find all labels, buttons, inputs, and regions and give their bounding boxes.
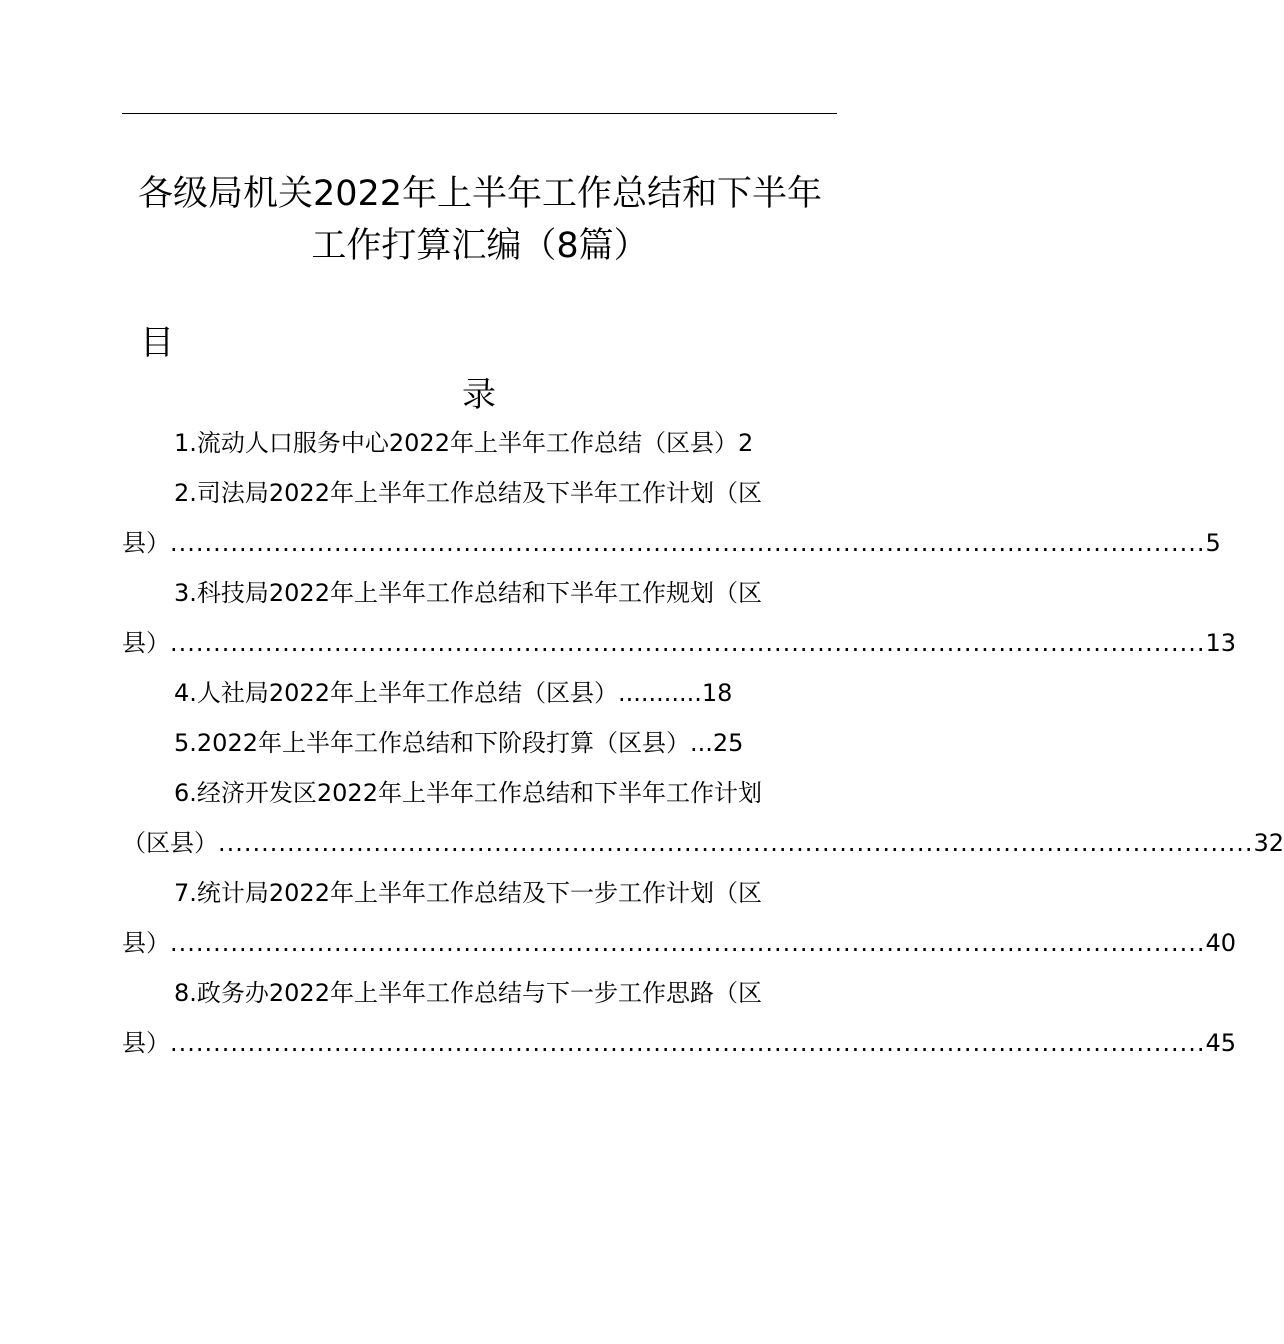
toc-entry-page: 40 [1205,929,1237,957]
dot-leader: ........................................................................................................................ [170,529,1206,557]
toc-entry-page: 32 [1253,829,1284,857]
title-line-2: 工作打算汇编（8篇） [311,226,649,266]
toc-entry-title-cont: 县） [122,629,170,657]
toc-entry-1[interactable] [122,418,837,468]
toc-entry-page: 18 [701,679,733,707]
toc-entry-2[interactable] [122,468,837,518]
toc-entry-title: 7.统计局2022年上半年工作总结及下一步工作计划（区 [174,879,762,907]
toc-entry-title: 4.人社局2022年上半年工作总结（区县） [174,679,618,707]
dot-leader: ........................................................................................................................ [170,629,1206,657]
toc-entry-title: 3.科技局2022年上半年工作总结和下半年工作规划（区 [174,579,762,607]
toc-entry-8[interactable] [122,968,837,1018]
toc-heading-part-2: 录 [462,375,496,415]
toc-entry-2-continuation[interactable] [122,518,1221,568]
title-line-1: 各级局机关2022年上半年工作总结和下半年 [137,174,823,214]
dot-leader: ........... [617,679,702,707]
toc-entry-4[interactable] [122,668,837,718]
toc-entry-title-cont: 县） [122,529,170,557]
toc-entry-page: 45 [1205,1029,1237,1057]
toc-entry-page: 2 [737,429,754,457]
toc-entry-page: 5 [1205,529,1221,557]
toc-entry-6[interactable] [122,768,837,818]
toc-entry-title: 6.经济开发区2022年上半年工作总结和下半年工作计划 [174,779,762,807]
document-title [110,168,850,272]
toc-entry-title-cont: （区县） [122,829,218,857]
toc-entry-7-continuation[interactable] [122,918,1237,968]
toc-entry-page: 13 [1205,629,1237,657]
toc-entry-6-continuation[interactable] [122,818,1284,868]
toc-entry-title: 1.流动人口服务中心2022年上半年工作总结（区县） [174,429,738,457]
dot-leader: ........................................................................................................................ [170,1029,1206,1057]
dot-leader: ........................................................................................................................ [170,929,1206,957]
dot-leader: ........................................................................................................................ [218,829,1254,857]
dot-leader: ... [689,729,713,757]
toc-entry-title-cont: 县） [122,929,170,957]
toc-entry-3-continuation[interactable] [122,618,1237,668]
toc-entry-title: 2.司法局2022年上半年工作总结及下半年工作计划（区 [174,479,762,507]
toc-entry-7[interactable] [122,868,837,918]
toc-entry-5[interactable] [122,718,837,768]
header-rule [122,113,837,114]
toc-entry-title-cont: 县） [122,1029,170,1057]
toc-entry-page: 25 [712,729,744,757]
table-of-contents [122,418,1284,1068]
toc-entry-8-continuation[interactable] [122,1018,1237,1068]
toc-heading-part-1: 目 [140,323,174,363]
toc-entry-title: 8.政务办2022年上半年工作总结与下一步工作思路（区 [174,979,762,1007]
toc-entry-3[interactable] [122,568,837,618]
toc-entry-title: 5.2022年上半年工作总结和下阶段打算（区县） [174,729,690,757]
